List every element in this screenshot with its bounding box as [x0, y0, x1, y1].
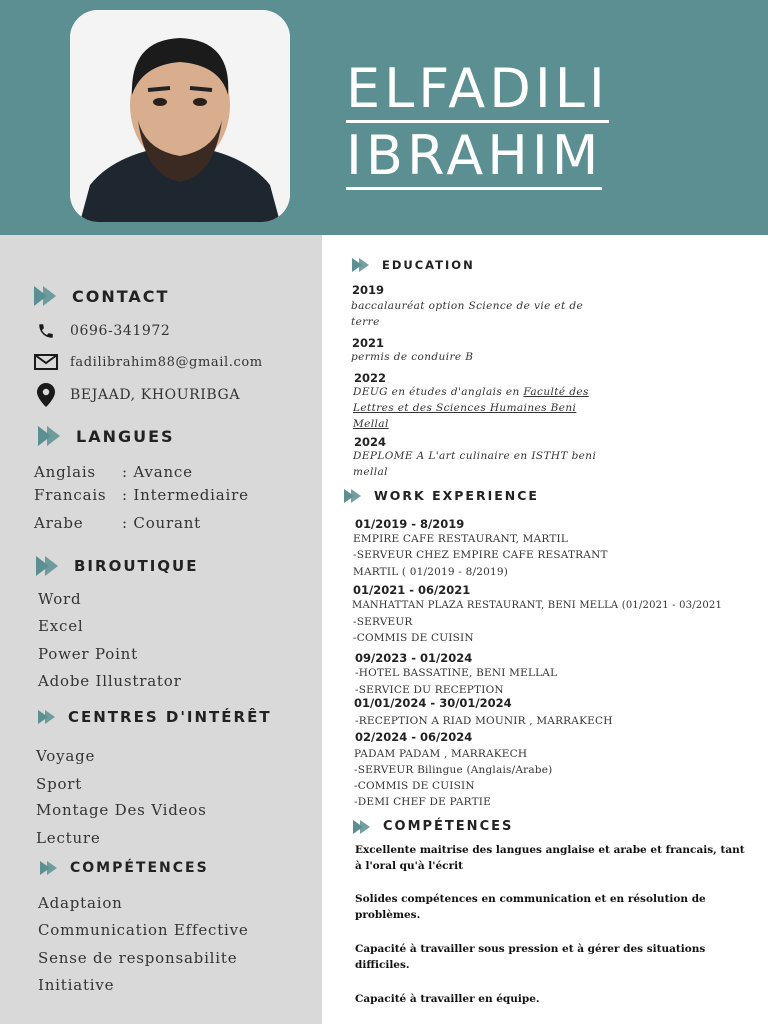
- work-period: 01/2019 - 8/2019: [355, 517, 465, 531]
- education-year: 2019: [352, 283, 385, 297]
- chevron-icon: [36, 556, 62, 576]
- software-item: Word: [38, 590, 82, 608]
- skill-item: Communication Effective: [38, 921, 249, 939]
- location-pin-icon: [34, 384, 58, 406]
- faculty-link[interactable]: Mellal: [353, 418, 389, 430]
- education-section-title: EDUCATION: [352, 258, 475, 272]
- work-detail: -SERVEUR CHEZ EMPIRE CAFE RESATRANT: [353, 549, 608, 561]
- language-row: Francais : Intermediaire: [34, 486, 249, 504]
- education-description: DEPLOME A L'art culinaire en ISTHT beni mellal: [353, 450, 597, 478]
- faculty-link[interactable]: Faculté des: [523, 386, 589, 398]
- work-period: 01/2021 - 06/2021: [353, 583, 471, 597]
- skill-item: Sense de responsabilite: [38, 949, 238, 967]
- contact-email: fadilibrahim88@gmail.com: [34, 351, 263, 373]
- interest-item: Lecture: [36, 829, 101, 847]
- chevron-icon: [38, 710, 58, 724]
- email-icon: [34, 351, 58, 373]
- work-period: 01/01/2024 - 30/01/2024: [354, 696, 512, 710]
- langues-section-title: LANGUES: [38, 426, 175, 446]
- chevron-icon: [40, 861, 60, 875]
- contact-address: BEJAAD, KHOURIBGA: [34, 384, 240, 406]
- work-detail: -DEMI CHEF DE PARTIE: [354, 796, 491, 808]
- competences-main-title: COMPÉTENCES: [353, 819, 513, 834]
- chevron-icon: [344, 489, 364, 503]
- education-year: 2022: [354, 371, 387, 385]
- faculty-link[interactable]: Lettres et des Sciences Humaines Beni: [353, 402, 577, 414]
- work-detail: EMPIRE CAFE RESTAURANT, MARTIL: [353, 533, 569, 545]
- education-description: DEUG en études d'anglais en Faculté des Lettres et des Sciences Humaines Beni Mellal: [353, 386, 589, 430]
- skill-item: Adaptaion: [38, 894, 123, 912]
- education-description: permis de conduire B: [351, 351, 474, 363]
- language-row: Arabe : Courant: [34, 514, 201, 532]
- chevron-icon: [352, 258, 372, 272]
- work-detail: PADAM PADAM , MARRAKECH: [354, 748, 528, 760]
- education-year: 2021: [352, 336, 385, 350]
- biroutique-section-title: BIROUTIQUE: [36, 556, 199, 576]
- software-item: Excel: [38, 617, 84, 635]
- work-period: 09/2023 - 01/2024: [355, 651, 473, 665]
- contact-phone: 0696-341972: [34, 320, 170, 342]
- work-detail: -SERVEUR Bilingue (Anglais/Arabe): [354, 764, 553, 776]
- full-name: [346, 58, 609, 192]
- phone-icon: [34, 320, 58, 342]
- chevron-icon: [353, 820, 373, 834]
- profile-photo: [70, 10, 290, 222]
- software-item: Power Point: [38, 645, 138, 663]
- work-detail: -SERVICE DU RECEPTION: [355, 684, 504, 696]
- competence-paragraph: Excellente maitrise des langues anglaise et arabe et francais, tant à l'oral qu'à l'écrit: [355, 844, 745, 872]
- competences-sidebar-title: COMPÉTENCES: [40, 860, 209, 876]
- work-detail: -COMMIS DE CUISIN: [353, 632, 474, 644]
- competence-paragraph: Capacité à travailler en équipe.: [355, 993, 540, 1005]
- work-detail: -COMMIS DE CUISIN: [354, 780, 475, 792]
- competence-paragraph: Solides compétences en communication et en résolution de problèmes.: [355, 893, 706, 921]
- interest-item: Sport: [36, 775, 83, 793]
- work-section-title: WORK EXPERIENCE: [344, 488, 539, 503]
- interest-item: Voyage: [36, 747, 96, 765]
- work-detail: -HOTEL BASSATINE, BENI MELLAL: [355, 667, 558, 679]
- education-description: baccalauréat option Science de vie et de terre: [351, 300, 584, 328]
- contact-section-title: CONTACT: [34, 286, 169, 306]
- name-line-first: ELFADILI: [346, 58, 609, 123]
- skill-item: Initiative: [38, 976, 115, 994]
- work-detail: MARTIL ( 01/2019 - 8/2019): [353, 566, 509, 578]
- interets-section-title: CENTRES D'INTÉRÊT: [38, 708, 272, 726]
- work-detail: MANHATTAN PLAZA RESTAURANT, BENI MELLA (01/2021 - 03/2021: [352, 600, 723, 611]
- chevron-icon: [38, 426, 64, 446]
- competence-paragraph: Capacité à travailler sous pression et à gérer des situations difficiles.: [355, 943, 706, 971]
- work-period: 02/2024 - 06/2024: [355, 730, 473, 744]
- work-detail: -SERVEUR: [353, 616, 413, 628]
- education-year: 2024: [354, 435, 387, 449]
- language-row: Anglais : Avance: [34, 463, 193, 481]
- interest-item: Montage Des Videos: [36, 801, 207, 819]
- chevron-icon: [34, 286, 60, 306]
- name-line-last: IBRAHIM: [346, 125, 602, 190]
- software-item: Adobe Illustrator: [38, 672, 182, 690]
- work-detail: -RECEPTION A RIAD MOUNIR , MARRAKECH: [355, 715, 613, 727]
